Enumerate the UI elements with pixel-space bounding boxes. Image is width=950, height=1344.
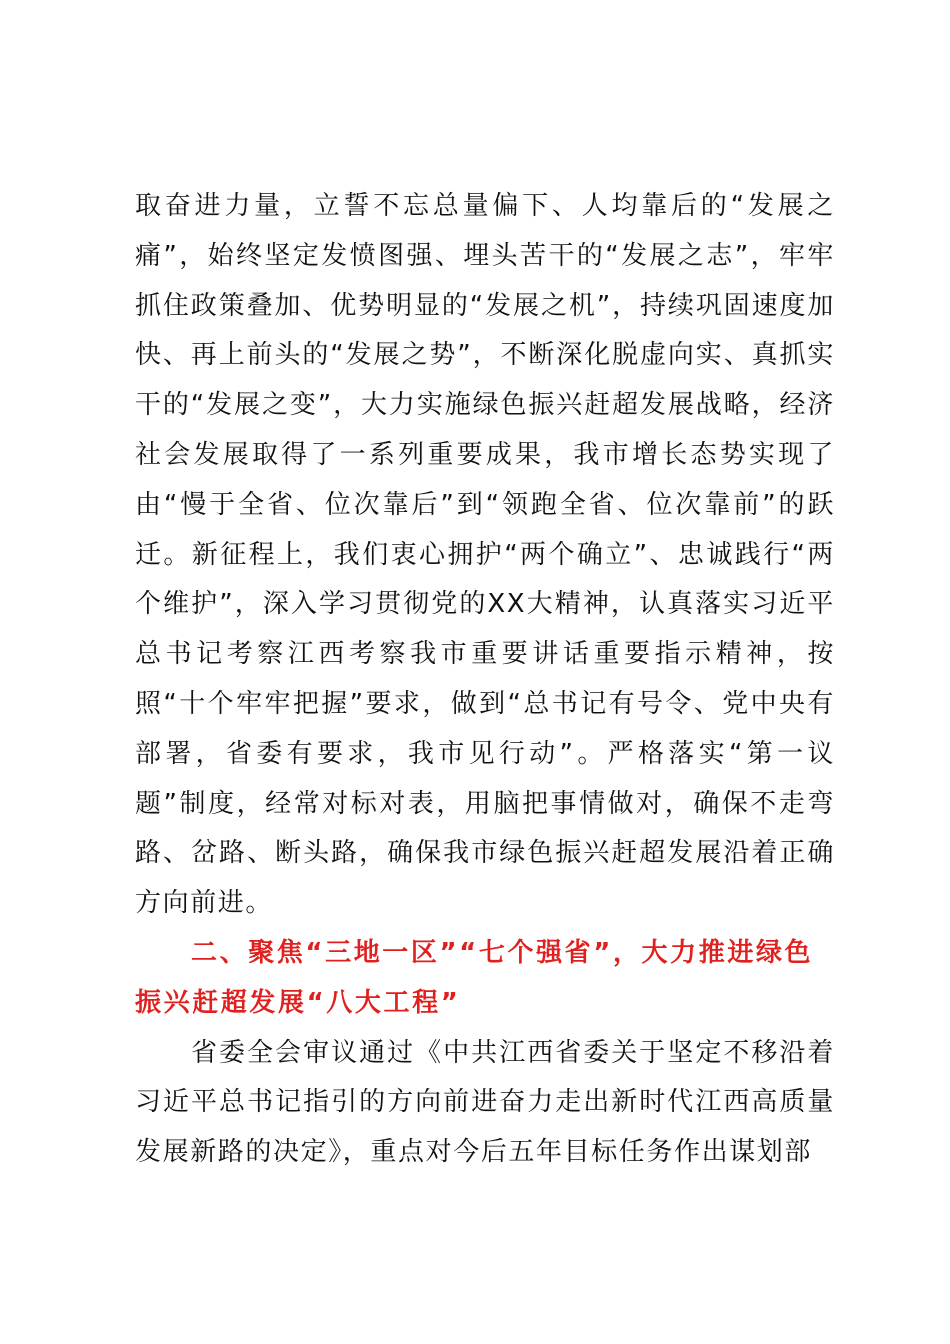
body-paragraph: 取奋进力量，立誓不忘总量偏下、人均靠后的“发展之痛”，始终坚定发愤图强、埋头苦干的“发展之志”，牢牢抓住政策叠加、优势明显的“发展之机”，持续巩固速度加快、再上前头的“发展之势”，不断深化脱虚向实、真抓实干的“发展之变”，大力实施绿色振兴赶超发展战略，经济社会发展取得了一系列重要成果，我市增长态势实现了由“慢于全省、位次靠后”到“领跑全省、位次靠前”的跃迁。新征程上，我们衷心拥护“两个确立”、忠诚践行“两个维护”，深入学习贯彻党的XX大精神，认真落实习近平总书记考察江西考察我市重要讲话重要指示精神，按照“十个牢牢把握”要求，做到“总书记有号令、党中央有部署，省委有要求，我市见行动”。严格落实“第一议题”制度，经常对标对表，用脑把事情做对，确保不走弯路、岔路、断头路，确保我市绿色振兴赶超发展沿着正确方向前进。 <box>135 191 835 919</box>
document-body <box>135 182 835 1178</box>
body-paragraph: 省委全会审议通过《中共江西省委关于坚定不移沿着习近平总书记指引的方向前进奋力走出新时代江西高质量发展新路的决定》，重点对今后五年目标任务作出谋划部 <box>135 1037 835 1168</box>
section-heading: 二、聚焦“三地一区”“七个强省”，大力推进绿色振兴赶超发展“八大工程” <box>135 937 814 1018</box>
